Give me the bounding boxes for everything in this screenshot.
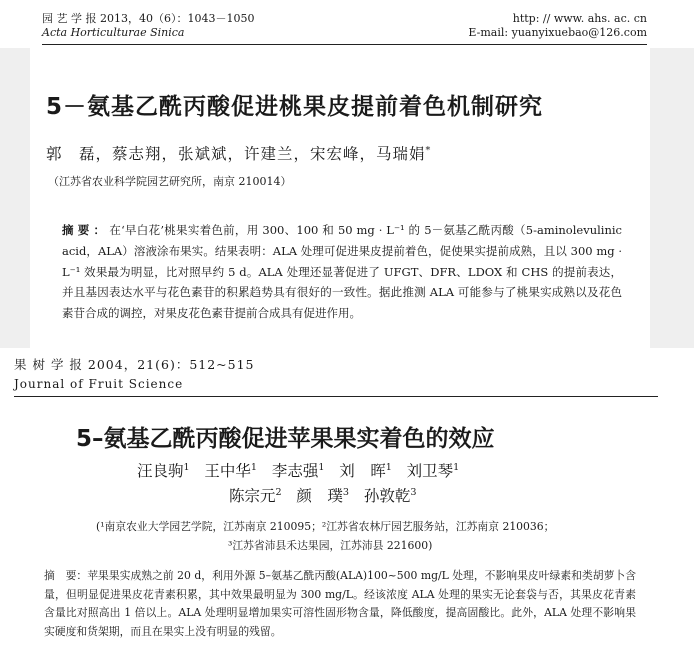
author-name: 刘卫琴 [406,462,454,480]
paper1-abstract [62,220,622,324]
author-affil-mark: 1 [250,461,258,473]
paper1-journal-cn: 园 艺 学 报 2013，40（6）：1043－1050 [42,12,255,25]
paper2-abstract [44,567,636,641]
author-affil-mark: 1 [318,461,325,473]
author-name: 孙敦乾 [363,487,411,505]
author-affil-mark: 3 [342,486,350,498]
paper1-title: 5－氨基乙酰丙酸促进桃果皮提前着色机制研究 [46,94,544,120]
paper2-abstract-text: 苹果果实成熟之前 20 d，利用外源 5–氨基乙酰丙酸(ALA)100~500 mg/L 处理，不影响果皮叶绿素和类胡萝卜含量，但明显促进果皮花青素积累，其中效果最明显为 300 mg/L。经该浓度 ALA 处理的果实无论套袋与否，其果皮花青素含量比对照高出 1 倍以上。ALA 处理明显增加果实可溶性固形物含量，降低酸度，提高固酸比。此外，ALA 处理不影响果实硬度和货架期，而且在果实上没有明显的残留。 [44,569,637,638]
author-name: 颜 璞 [296,487,343,505]
author-name: 王中华 [204,462,251,480]
author-name: 刘 晖 [339,462,386,480]
author-affil-mark: 1 [183,461,190,473]
paper1-abstract-text: 在‘早白花’桃果实着色前，用 300、100 和 50 mg · L⁻¹ 的 5－氨基乙酰丙酸（5-aminolevulinic acid，ALA）溶液涂布果实。结果表明：ALA 处理可促进果皮提前着色，促使果实提前成熟，且以 300 mg · L⁻¹ 效果最为明显，比对照早约 5 d。ALA 处理还显著促进了 UFGT、DFR、LDOX 和 CHS 的提前表达，并且基因表达水平与花色素苷的积累趋势具有很好的一致性。据此推测 ALA 可能参与了桃果实成熟以及花色素苷合成的调控，对果皮花色素苷提前合成具有促进作用。 [62,223,622,321]
paper2-authors-line1 [137,459,459,481]
paper1-header-rule [42,44,647,45]
page-margin-left [0,48,30,348]
paper1-abstract-label: 摘要： [62,223,110,237]
author-affil-mark: 1 [385,461,392,473]
paper2-header-rule [14,396,658,397]
page-margin-right [650,48,694,348]
paper2-authors-line2 [229,484,416,506]
author-affil-mark: 3 [410,486,417,498]
author-name: 李志强 [271,462,319,480]
paper2-abstract-label: 摘 要： [44,569,88,582]
paper1-authors [46,142,431,164]
paper1-author-list: 郭 磊，蔡志翔，张斌斌，许建兰，宋宏峰，马瑞娟 [46,145,426,163]
author-affil-mark: 1 [453,461,460,473]
paper1-journal-header [42,12,254,40]
paper2-affiliation-line2: ³江苏省沛县禾达果园，江苏沛县 221600) [228,539,433,552]
paper2-affiliation-line1: (¹南京农业大学园艺学院，江苏南京 210095；²江苏省农林厅园艺服务站，江苏南京 210036； [96,520,555,533]
author-name: 陈宗元 [229,487,276,505]
paper2-journal-cn: 果 树 学 报 2004，21(6)：512~515 [14,357,255,372]
paper1-journal-en: Acta Horticulturae Sinica [42,26,185,39]
paper1-email[interactable]: E-mail: yuanyixuebao@126.com [468,26,647,39]
corresponding-author-mark: * [425,144,432,156]
paper1-url[interactable]: http: // www. ahs. ac. cn [512,12,647,25]
paper2-journal-en: Journal of Fruit Science [14,377,184,391]
paper1-contact-header [468,12,647,40]
paper2-title: 5–氨基乙酰丙酸促进苹果果实着色的效应 [76,426,495,452]
author-affil-mark: 2 [275,486,282,498]
paper1-affiliation: （江苏省农业科学院园艺研究所，南京 210014） [48,175,292,188]
author-name: 汪良驹 [137,462,184,480]
